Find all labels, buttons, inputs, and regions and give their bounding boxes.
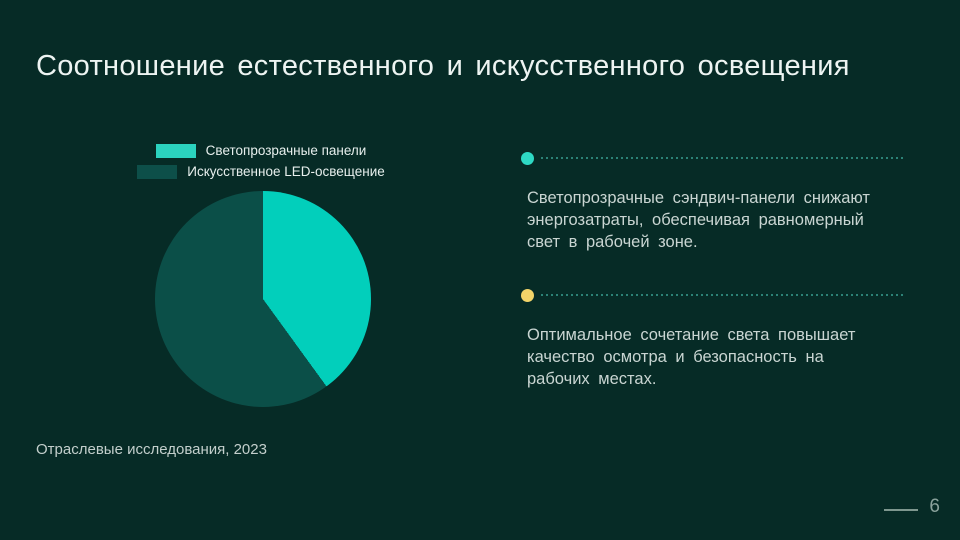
pie-legend — [110, 143, 412, 179]
footer-line — [884, 509, 918, 511]
page-footer — [884, 497, 940, 516]
page-title: Соотношение естественного и искусственного освещения — [36, 50, 850, 82]
teal-dot-icon — [521, 152, 534, 165]
page-number: 6 — [929, 496, 940, 517]
callout-header — [521, 151, 906, 165]
legend-item — [137, 164, 385, 179]
legend-swatch-icon — [156, 144, 196, 158]
callout-text: Светопрозрачные сэндвич-панели снижают энергозатраты, обеспечивая равномерный свет в рабочей зоне. — [527, 189, 870, 251]
callout-item — [521, 151, 906, 253]
callout-text: Оптимальное сочетание света повышает качество осмотра и безопасность на рабочих местах. — [527, 326, 856, 388]
legend-label: Светопрозрачные панели — [205, 143, 367, 158]
yellow-dot-icon — [521, 289, 534, 302]
pie-chart — [155, 191, 371, 407]
source-caption: Отраслевые исследования, 2023 — [36, 441, 267, 458]
callout-item — [521, 288, 906, 390]
legend-swatch-icon — [137, 165, 177, 179]
callout-header — [521, 288, 906, 302]
legend-label: Искусственное LED-освещение — [187, 164, 385, 179]
dotted-divider — [541, 157, 906, 159]
dotted-divider — [541, 294, 906, 296]
legend-item — [156, 143, 367, 158]
